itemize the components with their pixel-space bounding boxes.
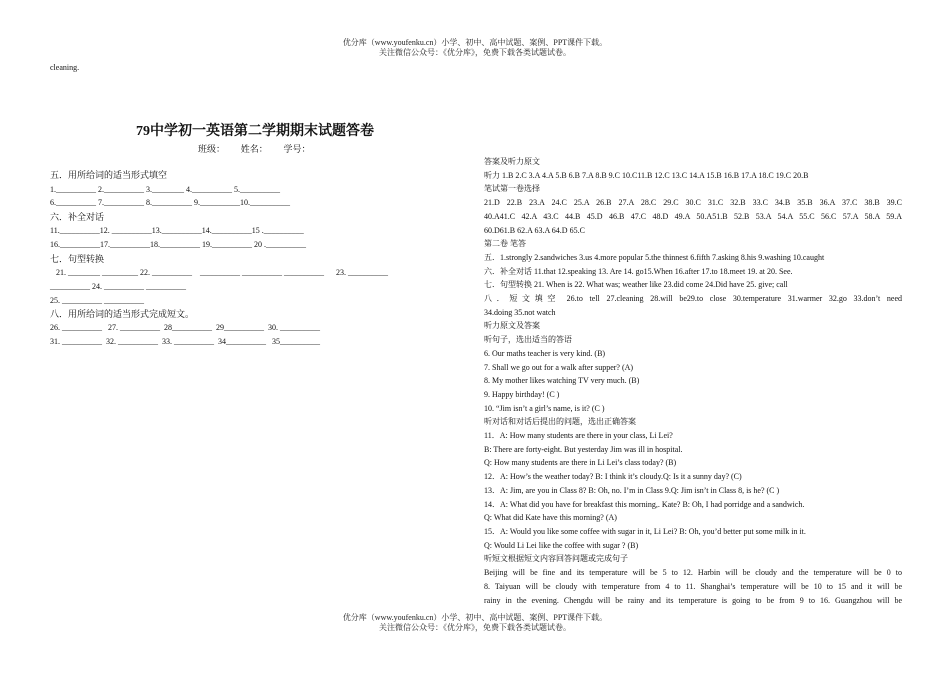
answer-line-passage-title: 听短文根据短文内容回答问题或完成句子 (484, 554, 628, 564)
answer-key-column (484, 155, 902, 607)
section-6-row-2: 16.__________17.__________18.__________ 19.__________ 20 .__________ (50, 240, 306, 249)
answer-line-q8: 8. My mother likes watching TV very much. (B) (484, 376, 640, 386)
page-title: 79中学初一英语第二学期期末试题答卷 (136, 124, 374, 139)
section-7-row-1: 21. ________ _________ 22. __________ __________ __________ __________ 23. __________ (50, 268, 388, 277)
answer-line-passage-1: Beijing will be fine and its temperature will be 5 to 12. Harbin will be cloudy and the temperature will be 0 to (484, 568, 902, 578)
answer-line-q10: 10. “Jim isn’t a girl’s name, is it? (C ) (484, 403, 605, 413)
class-name-id-line: 班级： 姓名： 学号： (198, 144, 311, 154)
section-5-row-2: 6.__________ 7.__________ 8.__________ 9.__________10.__________ (50, 198, 290, 207)
section-7-title: 七．句型转换 (50, 254, 105, 264)
answer-line-listening: 听力 1.B 2.C 3.A 4.A 5.B 6.B 7.A 8.B 9.C 10.C11.B 12.C 13.C 14.A 15.B 16.B 17.A 18.C 19.C 20.B (484, 170, 809, 180)
answer-line-part1-title: 笔试第一卷选择 (484, 184, 540, 194)
page-footer-line2: 关注微信公众号：《优分库》，免费下载各类试题试卷。 (379, 623, 571, 632)
answer-line-q13: 13．A: Jim, are you in Class 8? B: Oh, no. I’m in Class 9.Q: Jim isn’t in Class 8, is he? (C ) (484, 485, 780, 495)
section-6-title: 六．补全对话 (50, 212, 105, 222)
answer-line-q14a: 14．A: What did you have for breakfast this morning,. Kate? B: Oh, I had porridge and a sandwich. (484, 499, 805, 509)
answer-line-q15b: Q: Would Li Lei like the coffee with sugar ? (B) (484, 540, 639, 550)
answer-line-q14b: Q: What did Kate have this morning? (A) (484, 513, 617, 523)
answer-line-q15a: 15．A: Would you like some coffee with sugar in it, Li Lei? B: Oh, you’d better put some milk in it. (484, 526, 806, 536)
answer-line-part2-title: 第二卷 笔答 (484, 239, 526, 249)
answer-line-q11b: B: There are forty-eight. But yesterday Jim was ill in hospital. (484, 444, 683, 454)
page-header-line2: 关注微信公众号：《优分库》，免费下载各类试题试卷。 (379, 48, 571, 57)
section-8-row-1: 26. __________ 27. __________ 28__________ 29__________ 30. __________ (50, 323, 320, 332)
section-5-title: 五．用所给词的适当形式填空 (50, 170, 168, 180)
answer-line-q12: 12．A: How’s the weather today? B: I think it’s cloudy.Q: Is it a sunny day? (C) (484, 472, 742, 482)
answer-line-q11a: 11．A: How many students are there in your class, Li Lei? (484, 431, 673, 441)
answer-line-sec8-cont: 34.doing 35.not watch (484, 307, 556, 317)
answer-line-q9: 9. Happy birthday! (C ) (484, 389, 560, 399)
answer-line-q7: 7. Shall we go out for a walk after supper? (A) (484, 362, 634, 372)
page-header-line1: 优分库（www.youfenku.cn）小学、初中、高中试题、案例、PPT课件下载。 (342, 38, 608, 47)
section-5-row-1: 1.__________ 2.__________ 3.________ 4.__________ 5.__________ (50, 185, 280, 194)
section-7-row-2: __________ 24. __________ __________ (50, 282, 186, 291)
section-8-title: 八．用所给词的适当形式完成短文。 (50, 309, 195, 319)
section-8-row-2: 31. __________ 32. __________ 33. __________ 34__________ 35__________ (50, 337, 320, 346)
answer-line-dialogue-title: 听对话和对话后提出的问题，选出正确答案 (484, 417, 636, 427)
answer-line-sec5: 五．1.strongly 2.sandwiches 3.us 4.more popular 5.the thinnest 6.fifth 7.asking 8.his 9.washing 10.caught (484, 252, 825, 262)
answer-line-heading: 答案及听力原文 (484, 157, 540, 166)
answer-line-passage-2: 8. Taiyuan will be cloudy with temperature from 4 to 11. Shanghai’s temperature will be 10 to 15 and it will be (484, 581, 902, 591)
answer-line-choice-1: 21.D 22.B 23.A 24.C 25.A 26.B 27.A 28.C 29.C 30.C 31.C 32.B 33.C 34.B 35.B 36.A 37.C 38.B 39.C (484, 198, 902, 208)
section-7-row-3: 25. __________ __________ (50, 296, 144, 305)
answer-line-passage-3: rainy in the evening. Chengdu will be rainy and its temperature is going to be from 9 to 16. Guangzhou will be (484, 595, 902, 605)
answer-line-sec8: 八．短文填空 26.to tell 27.cleaning 28.will be29.to close 30.temperature 31.warmer 32.go 33.don’t need (484, 294, 902, 304)
answer-line-sentences-title: 听句子，选出适当的答语 (484, 335, 572, 345)
answer-line-sec6: 六．补全对话 11.that 12.speaking 13. Are 14. go15.When 16.after 17.to 18.meet 19. at 20. See. (484, 266, 793, 276)
answer-line-q11c: Q: How many students are there in Li Lei’s class today? (B) (484, 458, 677, 468)
answer-line-choice-3: 60.D61.B 62.A 63.A 64.D 65.C (484, 225, 585, 235)
answer-line-q6: 6. Our maths teacher is very kind. (B) (484, 348, 606, 358)
page-footer-line1: 优分库（www.youfenku.cn）小学、初中、高中试题、案例、PPT课件下载。 (342, 613, 608, 622)
top-fragment: cleaning. (50, 63, 80, 72)
section-6-row-1: 11.__________12. __________13.__________14.__________15 .__________ (50, 226, 304, 235)
answer-line-choice-2: 40.A41.C 42.A 43.C 44.B 45.D 46.B 47.C 48.D 49.A 50.A51.B 52.B 53.A 54.A 55.C 56.C 57.A 58.A 59.A (484, 211, 902, 221)
answer-line-sec7: 七．句型转换 21. When is 22. What was; weather like 23.did come 24.Did have 25. give; call (484, 280, 788, 290)
answer-line-listening-title: 听力原文及答案 (484, 321, 540, 331)
